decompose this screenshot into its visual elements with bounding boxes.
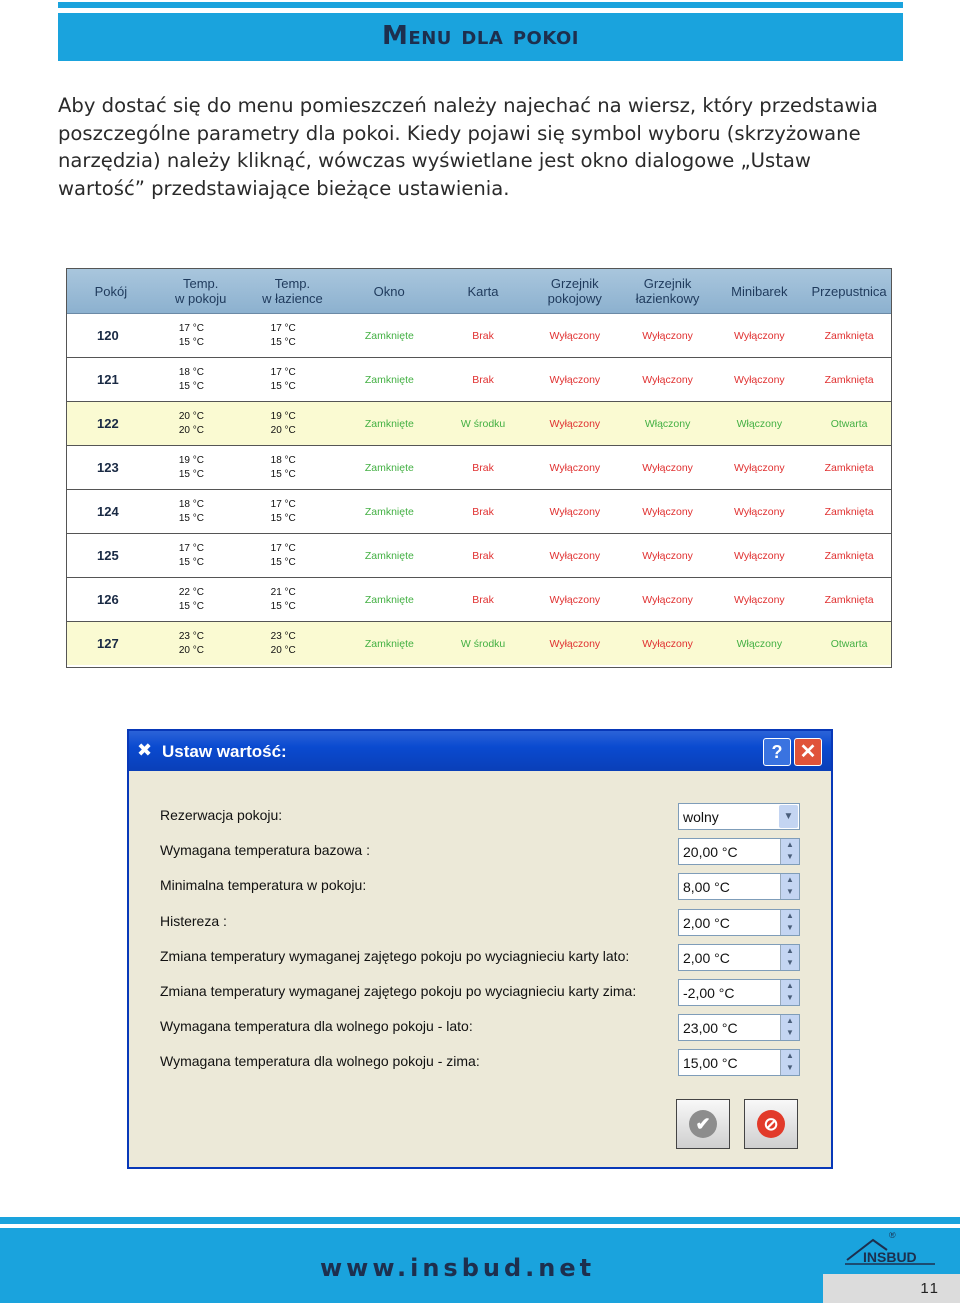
bathroom-temperature: [247, 366, 339, 394]
spinner-buttons[interactable]: [780, 839, 799, 864]
status-grzejnik-laz: Wyłączony: [642, 593, 693, 606]
field-label: Wymagana temperatura dla wolnego pokoju - zima:: [160, 1053, 480, 1070]
no-entry-icon: ⊘: [757, 1110, 785, 1138]
spin-down-icon[interactable]: ▼: [786, 852, 794, 862]
room-number: 125: [97, 548, 119, 563]
spinner-buttons[interactable]: [780, 945, 799, 970]
field-value: 2,00 °C: [683, 949, 730, 966]
room-temperature: [155, 630, 247, 658]
room-temperature: [155, 322, 247, 350]
table-row[interactable]: [67, 402, 891, 446]
field-label: Zmiana temperatury wymaganej zajętego pokoju po wyciagnieciu karty zima:: [160, 983, 637, 999]
temperature-value: 19 °C: [270, 410, 296, 422]
status-minibarek: Wyłączony: [734, 373, 785, 386]
field-label: Minimalna temperatura w pokoju:: [160, 877, 367, 894]
page-number: 11: [823, 1274, 960, 1303]
spinner-buttons[interactable]: [780, 980, 799, 1005]
status-okno: Zamknięte: [364, 505, 414, 518]
spin-up-icon[interactable]: ▲: [786, 1016, 794, 1026]
room-number: 124: [97, 504, 119, 519]
value-spinner[interactable]: [678, 909, 800, 936]
status-okno: Zamknięte: [364, 417, 414, 430]
status-grzejnik-pok: Wyłączony: [549, 637, 601, 650]
room-temperature: [155, 498, 247, 526]
temperature-value: 20 °C: [270, 644, 296, 656]
temperature-value: 19 °C: [178, 454, 204, 466]
temperature-value: 15 °C: [270, 336, 296, 348]
temperature-value: 15 °C: [178, 600, 204, 612]
temperature-value: 15 °C: [178, 380, 204, 392]
rooms-table-body: [67, 314, 891, 665]
temperature-value: 15 °C: [178, 512, 204, 524]
spin-up-icon[interactable]: ▲: [786, 910, 794, 920]
logo-registered-mark: ®: [889, 1232, 896, 1240]
status-okno: Zamknięte: [364, 593, 414, 606]
ok-button[interactable]: [676, 1099, 730, 1149]
field-value: wolny: [683, 809, 719, 825]
status-minibarek: Wyłączony: [734, 593, 785, 606]
logo-text: INSBUD: [863, 1249, 917, 1265]
field-label: Zmiana temperatury wymaganej zajętego pokoju po wyciagnieciu karty lato:: [160, 947, 630, 964]
room-temperature: [155, 454, 247, 482]
status-przepustnica: Zamknięta: [824, 373, 874, 386]
status-minibarek: Wyłączony: [734, 329, 785, 342]
status-grzejnik-laz: Włączony: [644, 417, 691, 430]
field-label: Histereza :: [160, 912, 227, 929]
value-spinner[interactable]: [678, 873, 800, 900]
field-value: 15,00 °C: [683, 1055, 738, 1072]
value-spinner[interactable]: [678, 1049, 800, 1076]
dialog-title-bar[interactable]: [129, 731, 831, 771]
spinner-buttons[interactable]: [780, 910, 799, 935]
table-row[interactable]: [67, 446, 891, 490]
temperature-value: 15 °C: [270, 556, 296, 568]
field-value: 2,00 °C: [683, 914, 730, 931]
temperature-value: 15 °C: [270, 600, 296, 612]
table-row[interactable]: [67, 534, 891, 578]
column-header: Grzejnik łazienkowy: [635, 276, 700, 306]
status-przepustnica: Zamknięta: [824, 505, 874, 518]
temperature-value: 15 °C: [178, 556, 204, 568]
temperature-value: 20 °C: [270, 424, 296, 436]
close-button[interactable]: ✕: [794, 738, 822, 766]
status-minibarek: Wyłączony: [734, 505, 785, 518]
value-spinner[interactable]: [678, 1014, 800, 1041]
table-row[interactable]: [67, 490, 891, 534]
room-temperature: [155, 542, 247, 570]
temperature-value: 18 °C: [270, 454, 296, 466]
insbud-logo: [843, 1232, 939, 1270]
dialog-title: Ustaw wartość:: [162, 742, 287, 761]
temperature-value: 17 °C: [270, 498, 296, 510]
help-button[interactable]: ?: [763, 738, 791, 766]
field-value: -2,00 °C: [683, 985, 735, 1001]
temperature-value: 15 °C: [178, 468, 204, 480]
status-grzejnik-pok: Wyłączony: [549, 329, 601, 342]
column-header: Temp. w łazience: [262, 276, 323, 306]
status-minibarek: Włączony: [736, 417, 783, 430]
room-number: 120: [97, 328, 119, 343]
status-grzejnik-pok: Wyłączony: [549, 505, 601, 518]
spinner-buttons[interactable]: [780, 1050, 799, 1075]
status-karta: Brak: [472, 461, 494, 474]
status-przepustnica: Zamknięta: [824, 593, 874, 606]
website-url: www.insbud.net: [320, 1254, 596, 1282]
temperature-value: 21 °C: [270, 586, 296, 598]
room-number: 121: [97, 372, 119, 387]
reservation-dropdown[interactable]: [678, 803, 800, 830]
field-label: Wymagana temperatura dla wolnego pokoju - lato:: [160, 1018, 473, 1035]
set-value-dialog: [127, 729, 833, 1169]
status-karta: Brak: [472, 549, 494, 562]
field-value: 20,00 °C: [683, 844, 738, 861]
status-przepustnica: Zamknięta: [824, 461, 874, 474]
status-grzejnik-pok: Wyłączony: [549, 373, 601, 386]
bathroom-temperature: [247, 586, 339, 614]
status-minibarek: Wyłączony: [734, 461, 785, 474]
status-grzejnik-pok: Wyłączony: [549, 593, 601, 606]
column-header: Okno: [373, 283, 405, 299]
footer-rule: [0, 1217, 960, 1224]
spin-down-icon[interactable]: ▼: [786, 922, 794, 932]
spin-up-icon[interactable]: ▲: [786, 840, 794, 850]
status-grzejnik-laz: Wyłączony: [642, 549, 693, 562]
status-grzejnik-laz: Wyłączony: [642, 373, 693, 386]
spin-up-icon[interactable]: ▲: [786, 1051, 794, 1061]
chevron-down-icon[interactable]: ▼: [779, 805, 798, 828]
room-number: 127: [97, 636, 119, 651]
status-grzejnik-pok: Wyłączony: [549, 461, 601, 474]
page-title: Menu dla pokoi: [382, 21, 579, 51]
spinner-buttons[interactable]: [780, 874, 799, 899]
room-temperature: [155, 366, 247, 394]
rooms-table-header: [67, 269, 891, 314]
table-row[interactable]: [67, 358, 891, 402]
status-okno: Zamknięte: [364, 461, 414, 474]
status-minibarek: Wyłączony: [734, 549, 785, 562]
status-okno: Zamknięte: [364, 637, 414, 650]
room-number: 126: [97, 592, 119, 607]
crossed-tools-icon: ✖: [137, 740, 153, 760]
intro-paragraph: Aby dostać się do menu pomieszczeń należy najechać na wiersz, który przedstawia poszczególne parametry dla pokoi. Kiedy pojawi się symbol wyboru (skrzyżowane narzędzia) należy kliknąć, wówczas wyświetlane jest okno dialogowe „Ustaw wartość” przedstawiające bieżące ustawienia.: [58, 94, 878, 200]
rooms-table: [66, 268, 892, 668]
temperature-value: 17 °C: [270, 322, 296, 334]
value-spinner[interactable]: [678, 979, 800, 1006]
temperature-value: 17 °C: [270, 366, 296, 378]
status-grzejnik-pok: Wyłączony: [549, 549, 601, 562]
temperature-value: 18 °C: [178, 366, 204, 378]
temperature-value: 17 °C: [178, 542, 204, 554]
table-row[interactable]: [67, 622, 891, 665]
temperature-value: 15 °C: [270, 512, 296, 524]
status-karta: W środku: [460, 637, 506, 650]
status-przepustnica: Zamknięta: [824, 329, 874, 342]
temperature-value: 23 °C: [270, 630, 296, 642]
field-label: Wymagana temperatura bazowa :: [160, 842, 370, 859]
room-temperature: [155, 586, 247, 614]
bathroom-temperature: [247, 454, 339, 482]
status-karta: Brak: [472, 593, 494, 606]
temperature-value: 15 °C: [178, 336, 204, 348]
table-row[interactable]: [67, 314, 891, 358]
temperature-value: 23 °C: [178, 630, 204, 642]
temperature-value: 15 °C: [270, 380, 296, 392]
temperature-value: 17 °C: [178, 322, 204, 334]
status-karta: Brak: [472, 329, 494, 342]
bathroom-temperature: [247, 630, 339, 658]
field-value: 8,00 °C: [683, 879, 730, 896]
bathroom-temperature: [247, 322, 339, 350]
spin-down-icon[interactable]: ▼: [786, 957, 794, 967]
column-header: Grzejnik pokojowy: [547, 276, 602, 306]
status-grzejnik-laz: Wyłączony: [642, 637, 693, 650]
column-header: Temp. w pokoju: [175, 276, 227, 306]
table-row[interactable]: [67, 578, 891, 622]
status-karta: Brak: [472, 373, 494, 386]
bathroom-temperature: [247, 410, 339, 438]
spinner-buttons[interactable]: [780, 1015, 799, 1040]
spin-up-icon[interactable]: ▲: [786, 981, 794, 990]
status-przepustnica: Otwarta: [830, 417, 868, 430]
bathroom-temperature: [247, 542, 339, 570]
spin-up-icon[interactable]: ▲: [786, 945, 794, 955]
temperature-value: 20 °C: [178, 424, 204, 436]
column-header: Minibarek: [731, 283, 788, 299]
status-okno: Zamknięte: [364, 329, 414, 342]
room-temperature: [155, 410, 247, 438]
cancel-button[interactable]: [744, 1099, 798, 1149]
bathroom-temperature: [247, 498, 339, 526]
status-minibarek: Włączony: [736, 637, 783, 650]
temperature-value: 17 °C: [270, 542, 296, 554]
field-label: Rezerwacja pokoju:: [160, 807, 283, 823]
status-grzejnik-laz: Wyłączony: [642, 329, 693, 342]
value-spinner[interactable]: [678, 838, 800, 865]
status-grzejnik-laz: Wyłączony: [642, 505, 693, 518]
column-header: Pokój: [94, 283, 128, 299]
status-okno: Zamknięte: [364, 373, 414, 386]
status-grzejnik-pok: Wyłączony: [549, 417, 601, 430]
field-value: 23,00 °C: [683, 1020, 738, 1037]
status-okno: Zamknięte: [364, 549, 414, 562]
spin-down-icon[interactable]: ▼: [786, 887, 794, 897]
status-karta: W środku: [460, 417, 506, 430]
temperature-value: 15 °C: [270, 468, 296, 480]
temperature-value: 20 °C: [178, 644, 204, 656]
status-przepustnica: Otwarta: [830, 637, 868, 650]
status-grzejnik-laz: Wyłączony: [642, 461, 693, 474]
room-number: 122: [97, 416, 119, 431]
top-rule: [58, 2, 903, 8]
checkmark-icon: ✔: [689, 1110, 717, 1138]
value-spinner[interactable]: [678, 944, 800, 971]
spin-down-icon[interactable]: ▼: [786, 1063, 794, 1073]
temperature-value: 20 °C: [178, 410, 204, 422]
column-header: Karta: [467, 283, 499, 299]
status-przepustnica: Zamknięta: [824, 549, 874, 562]
temperature-value: 22 °C: [178, 586, 204, 598]
spin-down-icon[interactable]: ▼: [786, 993, 794, 1002]
column-header: Przepustnica: [811, 283, 887, 299]
room-number: 123: [97, 460, 119, 475]
temperature-value: 18 °C: [178, 498, 204, 510]
status-karta: Brak: [472, 505, 494, 518]
spin-up-icon[interactable]: ▲: [786, 875, 794, 885]
spin-down-icon[interactable]: ▼: [786, 1028, 794, 1038]
section-title-bar: [58, 13, 903, 61]
